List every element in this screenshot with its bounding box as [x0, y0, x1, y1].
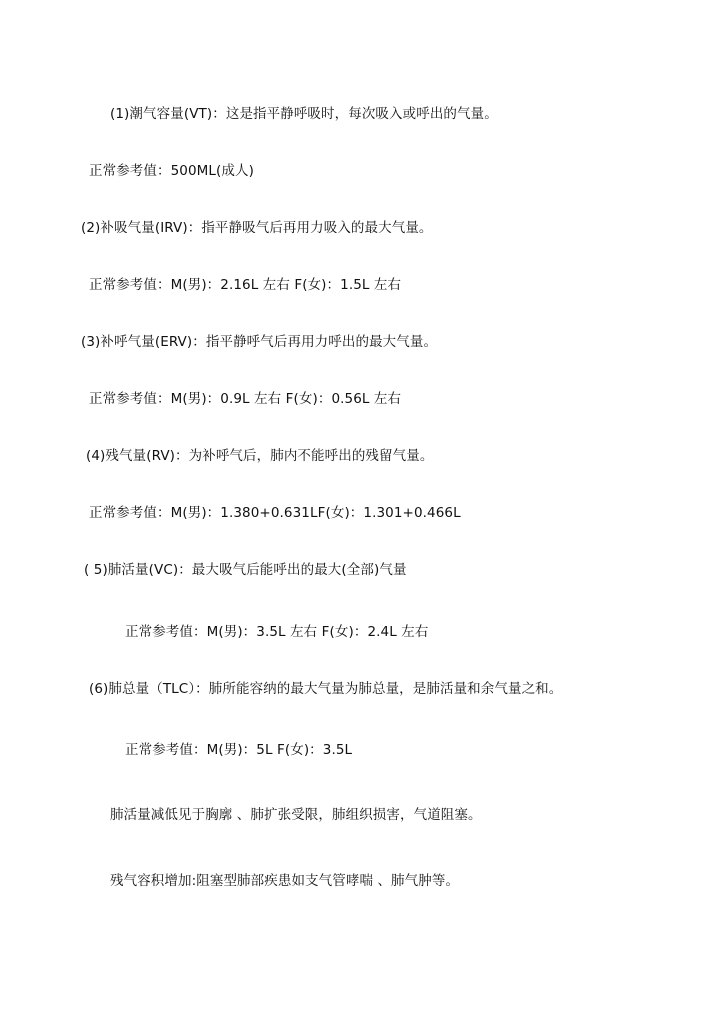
- reference-value-tidal-volume: 正常参考值：500ML(成人): [89, 163, 254, 179]
- definition-residual-volume: (4)残气量(RV)：为补呼气后，肺内不能呼出的残留气量。: [86, 448, 434, 464]
- note-residual-volume-increase: 残气容积增加:阻塞型肺部疾患如支气管哮喘 、肺气肿等。: [110, 873, 460, 889]
- definition-total-lung-capacity: (6)肺总量（TLC）：肺所能容纳的最大气量为肺总量，是肺活量和余气量之和。: [89, 681, 563, 697]
- reference-value-vital-capacity: 正常参考值：M(男)：3.5L 左右 F(女)：2.4L 左右: [125, 624, 429, 640]
- reference-value-expiratory-reserve: 正常参考值：M(男)：0.9L 左右 F(女)：0.56L 左右: [89, 391, 402, 407]
- reference-value-total-lung-capacity: 正常参考值：M(男)：5L F(女)：3.5L: [125, 742, 353, 758]
- reference-value-residual-volume: 正常参考值：M(男)：1.380+0.631LF(女)：1.301+0.466L: [89, 505, 461, 521]
- definition-expiratory-reserve: (3)补呼气量(ERV)：指平静呼气后再用力呼出的最大气量。: [81, 334, 438, 350]
- reference-value-inspiratory-reserve: 正常参考值：M(男)：2.16L 左右 F(女)：1.5L 左右: [89, 277, 402, 293]
- definition-inspiratory-reserve: (2)补吸气量(IRV)：指平静吸气后再用力吸入的最大气量。: [81, 220, 433, 236]
- note-vital-capacity-decrease: 肺活量减低见于胸廓 、肺扩张受限，肺组织损害，气道阻塞。: [110, 807, 482, 823]
- definition-tidal-volume: (1)潮气容量(VT)：这是指平静呼吸时，每次吸入或呼出的气量。: [110, 106, 498, 122]
- definition-vital-capacity: ( 5)肺活量(VC)：最大吸气后能呼出的最大(全部)气量: [84, 562, 407, 578]
